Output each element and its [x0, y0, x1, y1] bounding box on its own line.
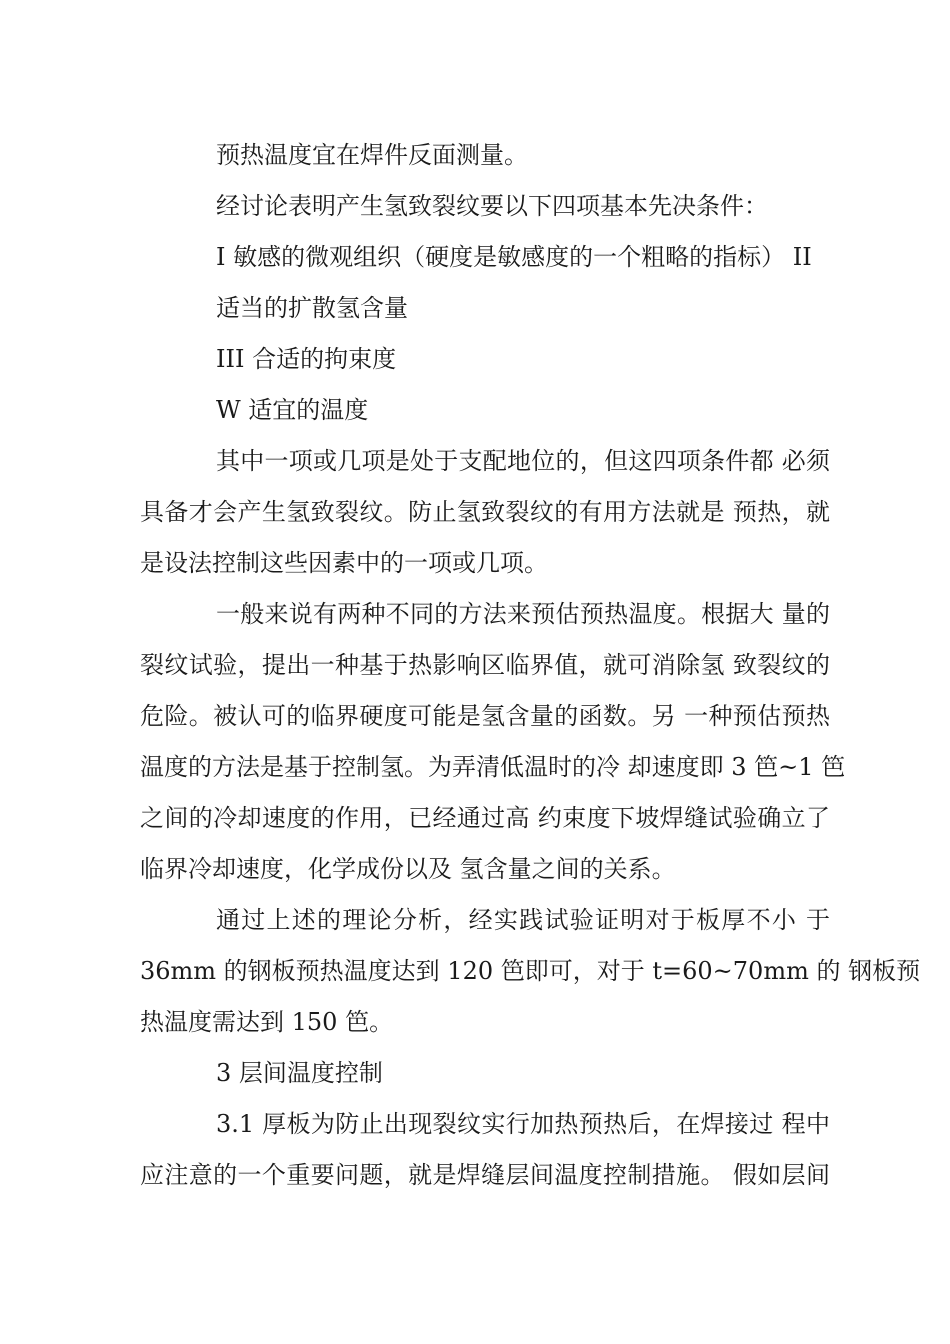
paragraph-line: 经讨论表明产生氢致裂纹要以下四项基本先决条件：	[216, 192, 768, 220]
list-item: 适当的扩散氢含量	[216, 294, 408, 322]
paragraph-line: 一般来说有两种不同的方法来预估预热温度。根据大 量的	[216, 600, 830, 628]
paragraph-line: 是设法控制这些因素中的一项或几项。	[140, 549, 548, 577]
paragraph-line: 36mm 的钢板预热温度达到 120 笆即可，对于 t=60~70mm 的 钢板预	[140, 957, 921, 985]
paragraph-line: 其中一项或几项是处于支配地位的，但这四项条件都 必须	[216, 447, 830, 475]
list-item: W 适宜的温度	[216, 396, 369, 424]
paragraph-line: 之间的冷却速度的作用，已经通过高 约束度下坡焊缝试验确立了	[140, 804, 830, 832]
paragraph-line: 通过上述的理论分析，经实践试验证明对于板厚不小 于	[216, 906, 830, 934]
paragraph-line: 临界冷却速度，化学成份以及 氢含量之间的关系。	[140, 855, 676, 883]
list-item: III 合适的拘束度	[216, 345, 397, 373]
section-heading: 3 层间温度控制	[216, 1059, 383, 1087]
paragraph-line: 预热温度宜在焊件反面测量。	[216, 141, 528, 169]
document-body	[140, 130, 921, 1201]
paragraph-line: 3.1 厚板为防止出现裂纹实行加热预热后，在焊接过 程中	[216, 1110, 830, 1138]
list-item: I 敏感的微观组织（硬度是敏感度的一个粗略的指标） II	[216, 243, 812, 271]
paragraph-line: 应注意的一个重要问题，就是焊缝层间温度控制措施。 假如层间	[140, 1161, 830, 1189]
paragraph-line: 温度的方法是基于控制氢。为弄清低温时的冷 却速度即 3 笆~1 笆	[140, 753, 846, 781]
paragraph-line: 热温度需达到 150 笆。	[140, 1008, 394, 1036]
paragraph-line: 危险。被认可的临界硬度可能是氢含量的函数。另 一种预估预热	[140, 702, 830, 730]
paragraph-line: 裂纹试验，提出一种基于热影响区临界值，就可消除氢 致裂纹的	[140, 651, 830, 679]
paragraph-line: 具备才会产生氢致裂纹。防止氢致裂纹的有用方法就是 预热，就	[140, 498, 830, 526]
